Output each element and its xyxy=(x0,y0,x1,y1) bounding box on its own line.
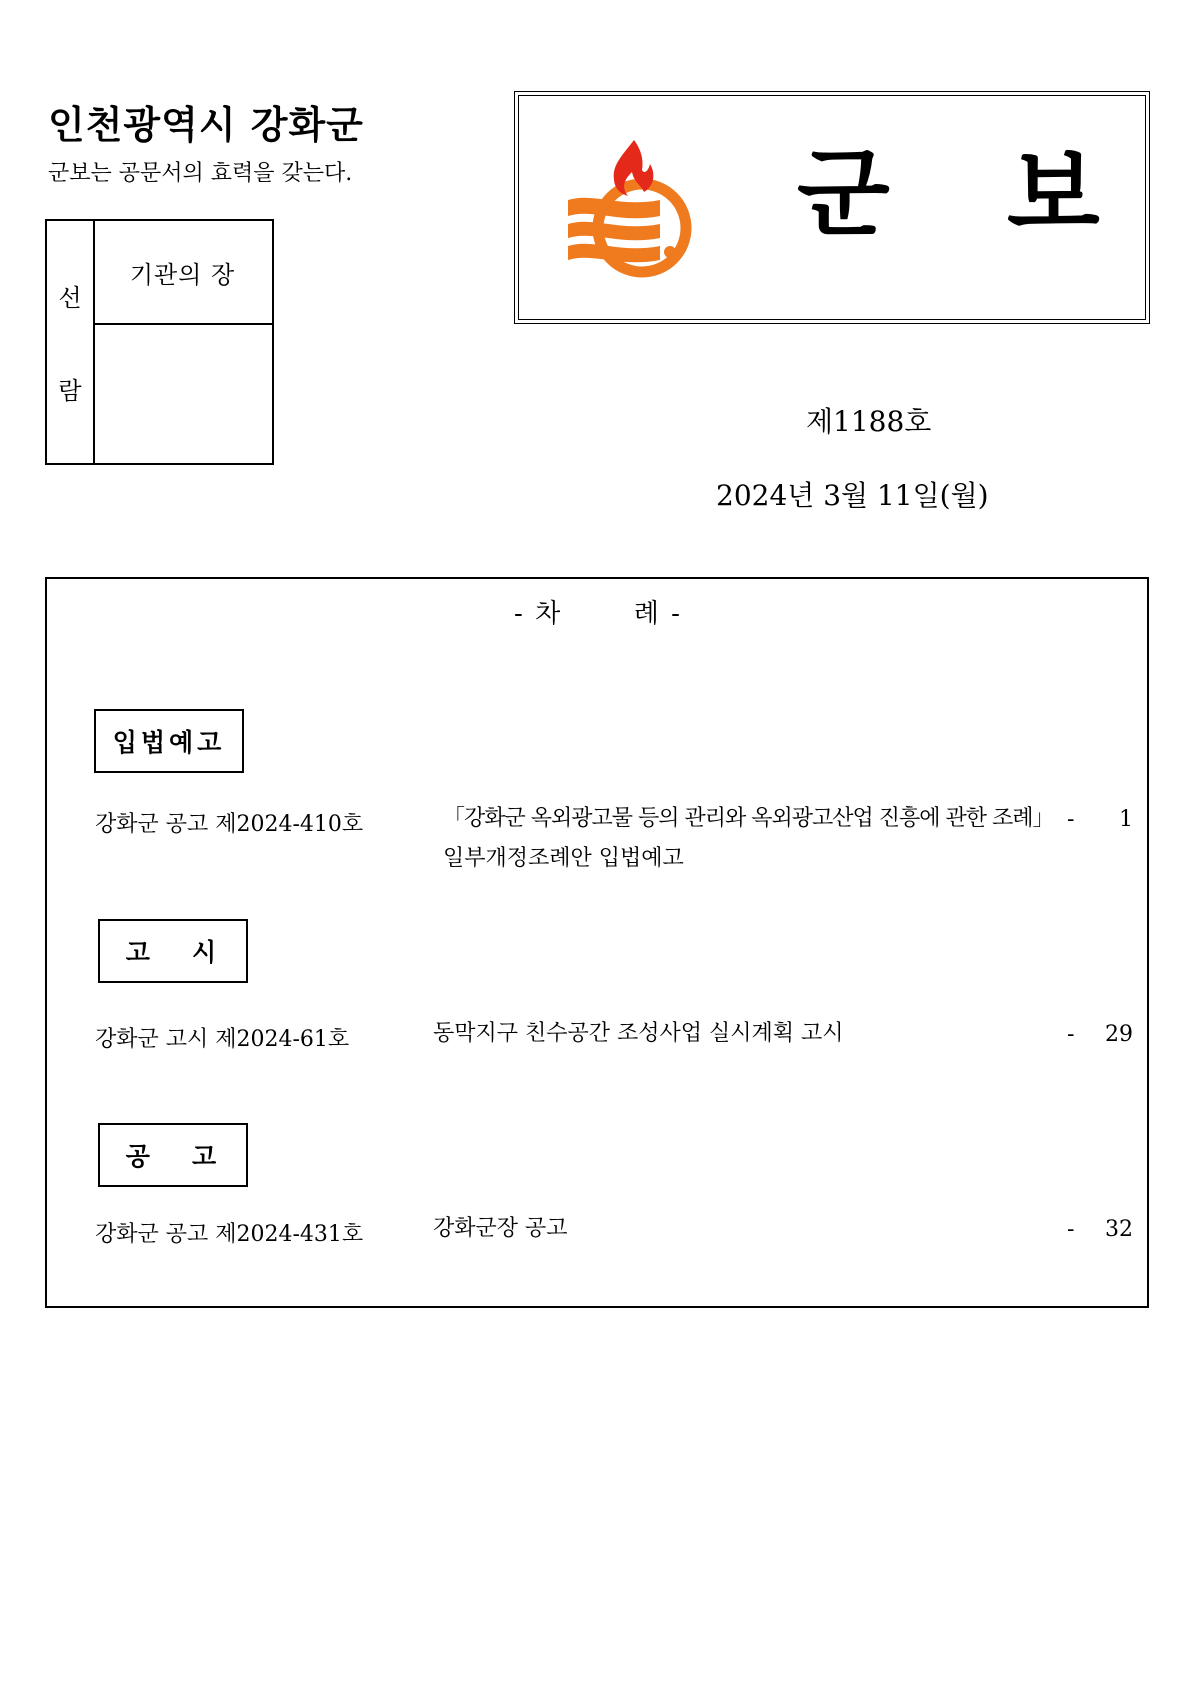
toc-entry-page: 29 xyxy=(1105,1022,1133,1047)
reading-label-char: 선 xyxy=(58,284,82,312)
masthead-title-char: 군 xyxy=(797,138,890,250)
reading-label-char: 람 xyxy=(58,377,82,405)
section-tag-announcement: 공 고 xyxy=(98,1123,248,1187)
table-of-contents xyxy=(45,577,1149,1308)
toc-entry-notice-number: 강화군 공고 제2024-431호 xyxy=(95,1222,364,1247)
toc-entry-dash: - xyxy=(1067,1217,1075,1242)
toc-entry-title xyxy=(433,1014,1033,1054)
toc-title-text: - 차 례 - xyxy=(514,599,680,629)
issue-date: 2024년 3월 11일(월) xyxy=(716,479,989,512)
section-tag-public-notice: 고 시 xyxy=(98,919,248,983)
toc-entry-page: 32 xyxy=(1105,1217,1133,1242)
toc-entry-title xyxy=(443,799,1054,879)
masthead-frame xyxy=(514,91,1150,324)
masthead-title-char: 보 xyxy=(1007,138,1100,250)
section-tag-legislative-notice: 입법예고 xyxy=(94,709,244,773)
reading-label-column xyxy=(47,221,95,463)
legal-effect-note: 군보는 공문서의 효력을 갖는다. xyxy=(48,161,353,186)
toc-entry-dash: - xyxy=(1067,1022,1075,1047)
ganghwa-county-emblem-icon xyxy=(564,136,704,286)
issue-number: 제1188호 xyxy=(806,405,932,438)
reading-head-label: 기관의 장 xyxy=(93,221,272,325)
toc-entry-title xyxy=(433,1209,1033,1249)
toc-entry-page: 1 xyxy=(1119,807,1133,832)
toc-entry-title-line: 강화군장 공고 xyxy=(433,1216,568,1241)
reading-approval-box xyxy=(45,219,274,465)
signature-area xyxy=(93,323,272,463)
toc-title xyxy=(47,593,1147,630)
toc-entry-notice-number: 강화군 공고 제2024-410호 xyxy=(95,812,364,837)
government-name: 인천광역시 강화군 xyxy=(48,103,364,147)
toc-entry-title-line: 「강화군 옥외광고물 등의 관리와 옥외광고산업 진흥에 관한 조례」 xyxy=(443,806,1054,831)
toc-entry-title-line: 일부개정조례안 입법예고 xyxy=(443,846,684,871)
toc-entry-dash: - xyxy=(1067,807,1075,832)
toc-entry-notice-number: 강화군 고시 제2024-61호 xyxy=(95,1027,350,1052)
toc-entry-title-line: 동막지구 친수공간 조성사업 실시계획 고시 xyxy=(433,1021,844,1046)
masthead-inner-frame xyxy=(518,95,1146,320)
